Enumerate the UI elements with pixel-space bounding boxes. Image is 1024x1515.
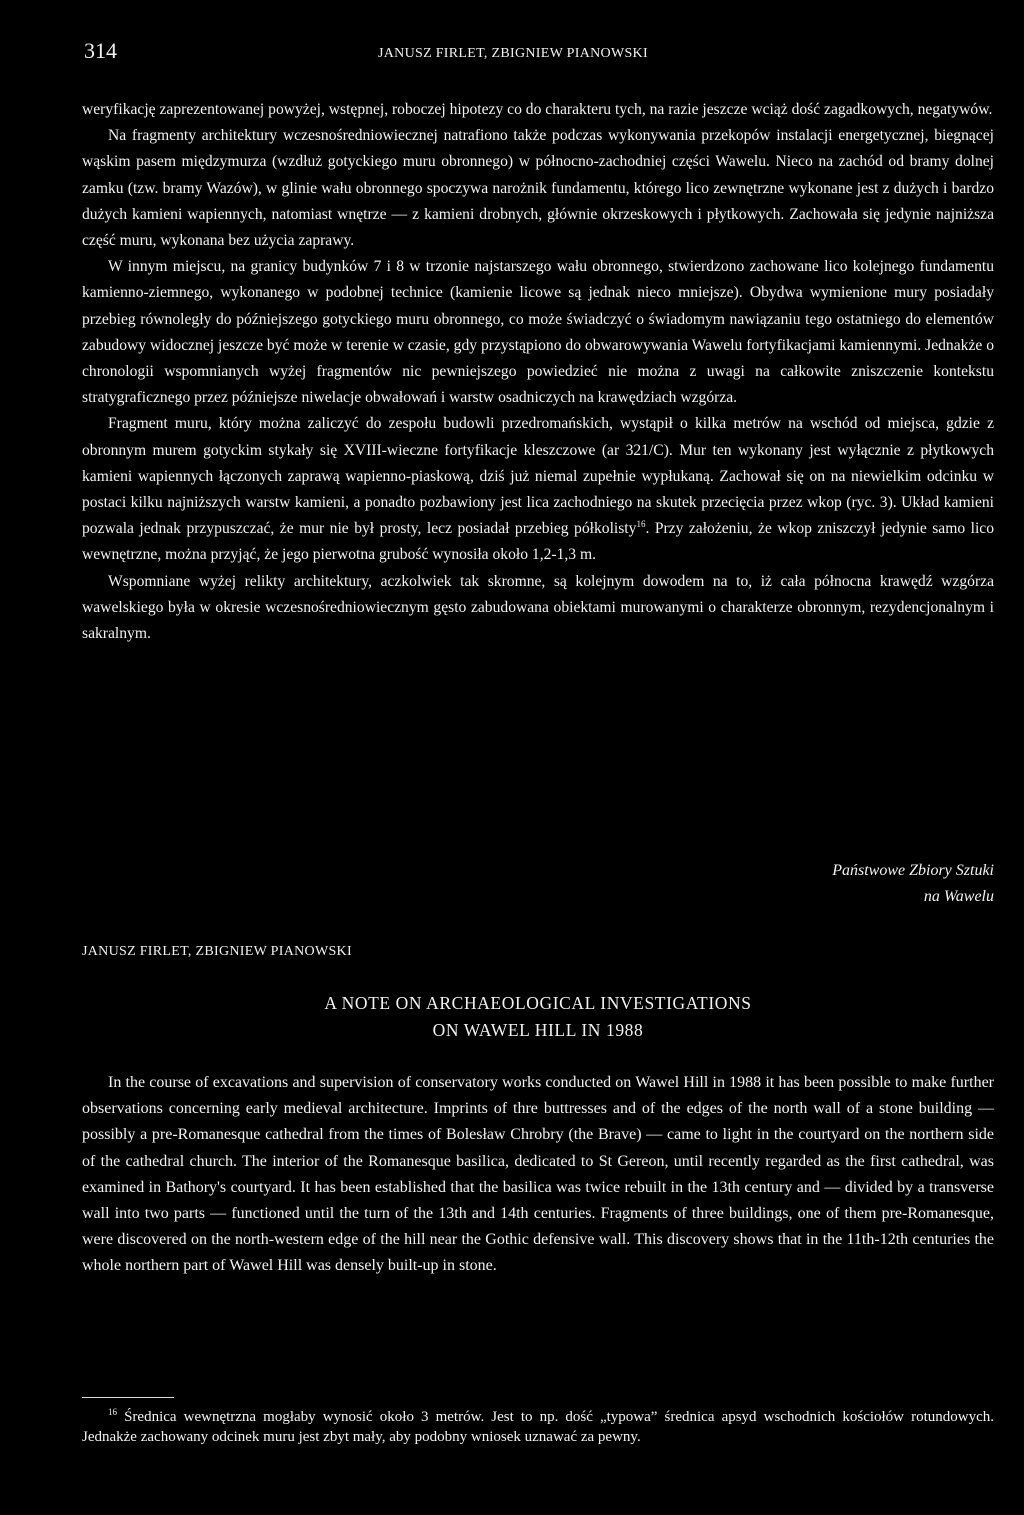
summary-text (82, 1070, 994, 1280)
paragraph-continuation: weryfikację zaprezentowanej powyżej, wstępnej, roboczej hipotezy co do charakteru tych, na razie jeszcze wciąż dość zagadkowych, negatywów. (82, 101, 993, 118)
summary-authors: JANUSZ FIRLET, ZBIGNIEW PIANOWSKI (82, 944, 352, 959)
paragraph-text: Fragment muru, który można zaliczyć do zespołu budowli przedromańskich, wystąpił o kilka metrów na wschód od miejsca, gdzie z obronnym murem gotyckim stykały się XVIII-wieczne fortyfikacje kleszczowe (ar 321/C). Mur ten wykonany jest wyłącznie z płytkowych kamieni wapiennych łączonych zaprawą wapienno-piaskową, dziś już niemal zupełnie wypłukaną. Zachował się on na niewielkim odcinku w postaci kilku najniższych warstw kamieni, a ponadto pozbawiony jest lica zachodniego na skutek przecięcia przez wkop (ryc. 3). Układ kamieni pozwala jednak przypuszczać, że mur nie był prosty, lecz posiadał przebieg półkolisty (82, 415, 994, 538)
footnote-text: Średnica wewnętrzna mogłaby wynosić około 3 metrów. Jest to np. dość „typowa” średnica apsyd wschodnich kościołów rotundowych. Jednakże zachowany odcinek muru jest zbyt mały, aby podobny wniosek uznawać za pewny. (82, 1409, 994, 1445)
running-head: JANUSZ FIRLET, ZBIGNIEW PIANOWSKI (378, 46, 648, 61)
paragraph: W innym miejscu, na granicy budynków 7 i 8 w trzonie najstarszego wału obronnego, stwierdzono zachowane lico kolejnego fundamentu kamienno-ziemnego, wykonanego w podobnej technice (kamienie licowe są jednak nieco mniejsze). Obydwa wymienione mury posiadały przebieg równoległy do późniejszego gotyckiego muru obronnego, co może świadczyć o świadomym nawiązaniu tego ostatniego do elementów zabudowy widocznej jeszcze być może w terenie w czasie, gdy przystąpiono do obwarowywania Wawelu fortyfikacjami kamiennymi. Jednakże o chronologii wspomnianych wyżej fragmentów nic pewniejszego powiedzieć nie można z uwagi na całkowite zniszczenie kontekstu stratygraficznego przez późniejsze niwelacje obwałowań i warstw osadniczych na krawędziach wzgórza. (82, 258, 994, 407)
summary-title-line: ON WAWEL HILL IN 1988 (432, 1020, 644, 1040)
paragraph-with-footnote-ref (82, 411, 994, 568)
paragraph: Wspomniane wyżej relikty architektury, aczkolwiek tak skromne, są kolejnym dowodem na to, iż cała północna krawędź wzgórza wawelskiego była w okresie wczesnośredniowiecznym gęsto zabudowana obiektami murowanymi o charakterze obronnym, rezydencjonalnym i sakralnym. (82, 572, 994, 643)
footnote-divider (82, 1397, 174, 1398)
affiliation (694, 858, 994, 910)
summary-paragraph: In the course of excavations and supervision of conservatory works conducted on Wawel Hill in 1988 it has been possible to make further observations concerning early medieval architecture. Imprints of thre buttresses and of the edges of the north wall of a stone building — possibly a pre-Romanesque cathedral from the times of Bolesław Chrobry (the Brave) — came to light in the courtyard on the northern side of the cathedral church. The interior of the Romanesque basilica, dedicated to St Gereon, until recently regarded as the first cathedral, was examined in Bathory's courtyard. It has been established that the basilica was twice rebuilt in the 13th century and — divided by a transverse wall into two parts — functioned until the turn of the 13th and 14th centuries. Fragments of three buildings, one of them pre-Romanesque, were discovered on the north-western edge of the hill near the Gothic defensive wall. This discovery shows that in the 11th-12th centuries the whole northern part of Wawel Hill was densely built-up in stone. (82, 1074, 994, 1275)
affiliation-line: na Wawelu (923, 888, 994, 905)
summary-title (82, 990, 994, 1044)
footnote-paragraph (82, 1408, 994, 1447)
paragraph: Na fragmenty architektury wczesnośredniowiecznej natrafiono także podczas wykonywania przekopów instalacji energetycznej, biegnącej wąskim pasem międzymurza (wzdłuż gotyckiego muru obronnego) w północno-zachodniej części Wawelu. Nieco na zachód od bramy dolnej zamku (tzw. bramy Wazów), w glinie wału obronnego spoczywa narożnik fundamentu, którego lico zewnętrzne wykonane jest z dużych i bardzo dużych kamieni wapiennych, natomiast wnętrze — z kamieni drobnych, głównie okrzeskowych i płytkowych. Zachowała się jedynie najniższa część muru, wykonana bez użycia zaprawy. (82, 127, 994, 250)
footnote-reference[interactable]: 16 (636, 519, 646, 530)
page-number: 314 (84, 38, 117, 63)
paragraph-text: . Przy założeniu, że wkop zniszczył jedynie samo lico wewnętrzne, można przyjąć, że jego pierwotna grubość wynosiła około 1,2-1,3 m. (82, 520, 994, 564)
footnote-marker: 16 (108, 1407, 117, 1417)
summary-title-line: A NOTE ON ARCHAEOLOGICAL INVESTIGATIONS (324, 993, 752, 1013)
footnote (82, 1408, 994, 1447)
main-text (82, 97, 994, 647)
affiliation-line: Państwowe Zbiory Sztuki (832, 862, 994, 879)
page-header (0, 38, 1024, 68)
